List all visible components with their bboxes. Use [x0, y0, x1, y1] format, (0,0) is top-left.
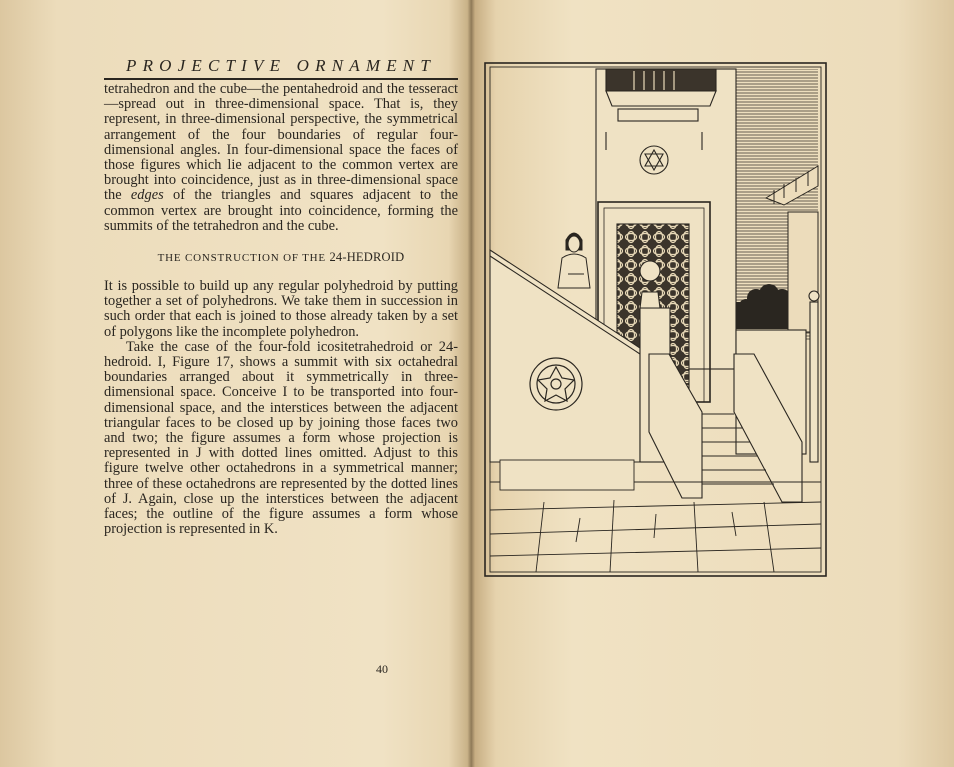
- figure-woman: [558, 233, 590, 288]
- paragraph-1-text: tetrahedron and the cube—the pentahedroid and the tesseract—spread out in three-dimensional space. That is, they represent, in three-dimensional perspective, the symmetrical arrangement of the four boundaries of regular four-dimensional angles. In four-dimensional space the faces of those figures which lie adjacent to the common vertex are brought into coincidence, just as in three-dimensional space the: [104, 81, 458, 204]
- header-rule: [104, 78, 458, 80]
- running-head: PROJECTIVE ORNAMENT: [126, 56, 436, 75]
- section-title-prefix: THE CONSTRUCTION OF THE: [157, 252, 326, 265]
- paragraph-3: Take the case of the four-fold icositetrahedroid or 24-hedroid. I, Figure 17, shows a summit with six octahedral boundaries arranged about it symmetrically in three-dimensional space. Conceive I to be transported into four-dimensional space, and the interstices between the adjacent triangular faces to be closed up by joining those faces two and two; the figure assumes a form whose projection is represented in J with dotted lines omitted. Adjust to this figure twelve other octahedrons in a symmetrical manner; three of these octahedrons are represented by the dotted lines of J. Again, close up the interstices between the adjacent faces; the outline of the figure assumes a form whose projection is represented in K.: [104, 338, 458, 538]
- paragraph-1: [104, 82, 458, 234]
- illustration-plate: [484, 62, 827, 577]
- section-title: [104, 250, 458, 265]
- section-title-num: 24-HEDROID: [329, 250, 405, 265]
- paragraph-1-end: of the triangles and squares adjacent to the common vertex are brought into coincidence, forming the summits of the tetrahedron and the cube.: [104, 187, 458, 234]
- page-number: 40: [376, 662, 388, 676]
- left-page: [104, 56, 458, 676]
- paragraph-2: It is possible to build up any regular polyhedroid by putting together a set of polyhedrons. We take them in succession in such order that each is joined to those already taken by a set of polygons like the incomplete polyhedron.: [104, 278, 458, 340]
- emphasis-edges: edges: [130, 187, 164, 204]
